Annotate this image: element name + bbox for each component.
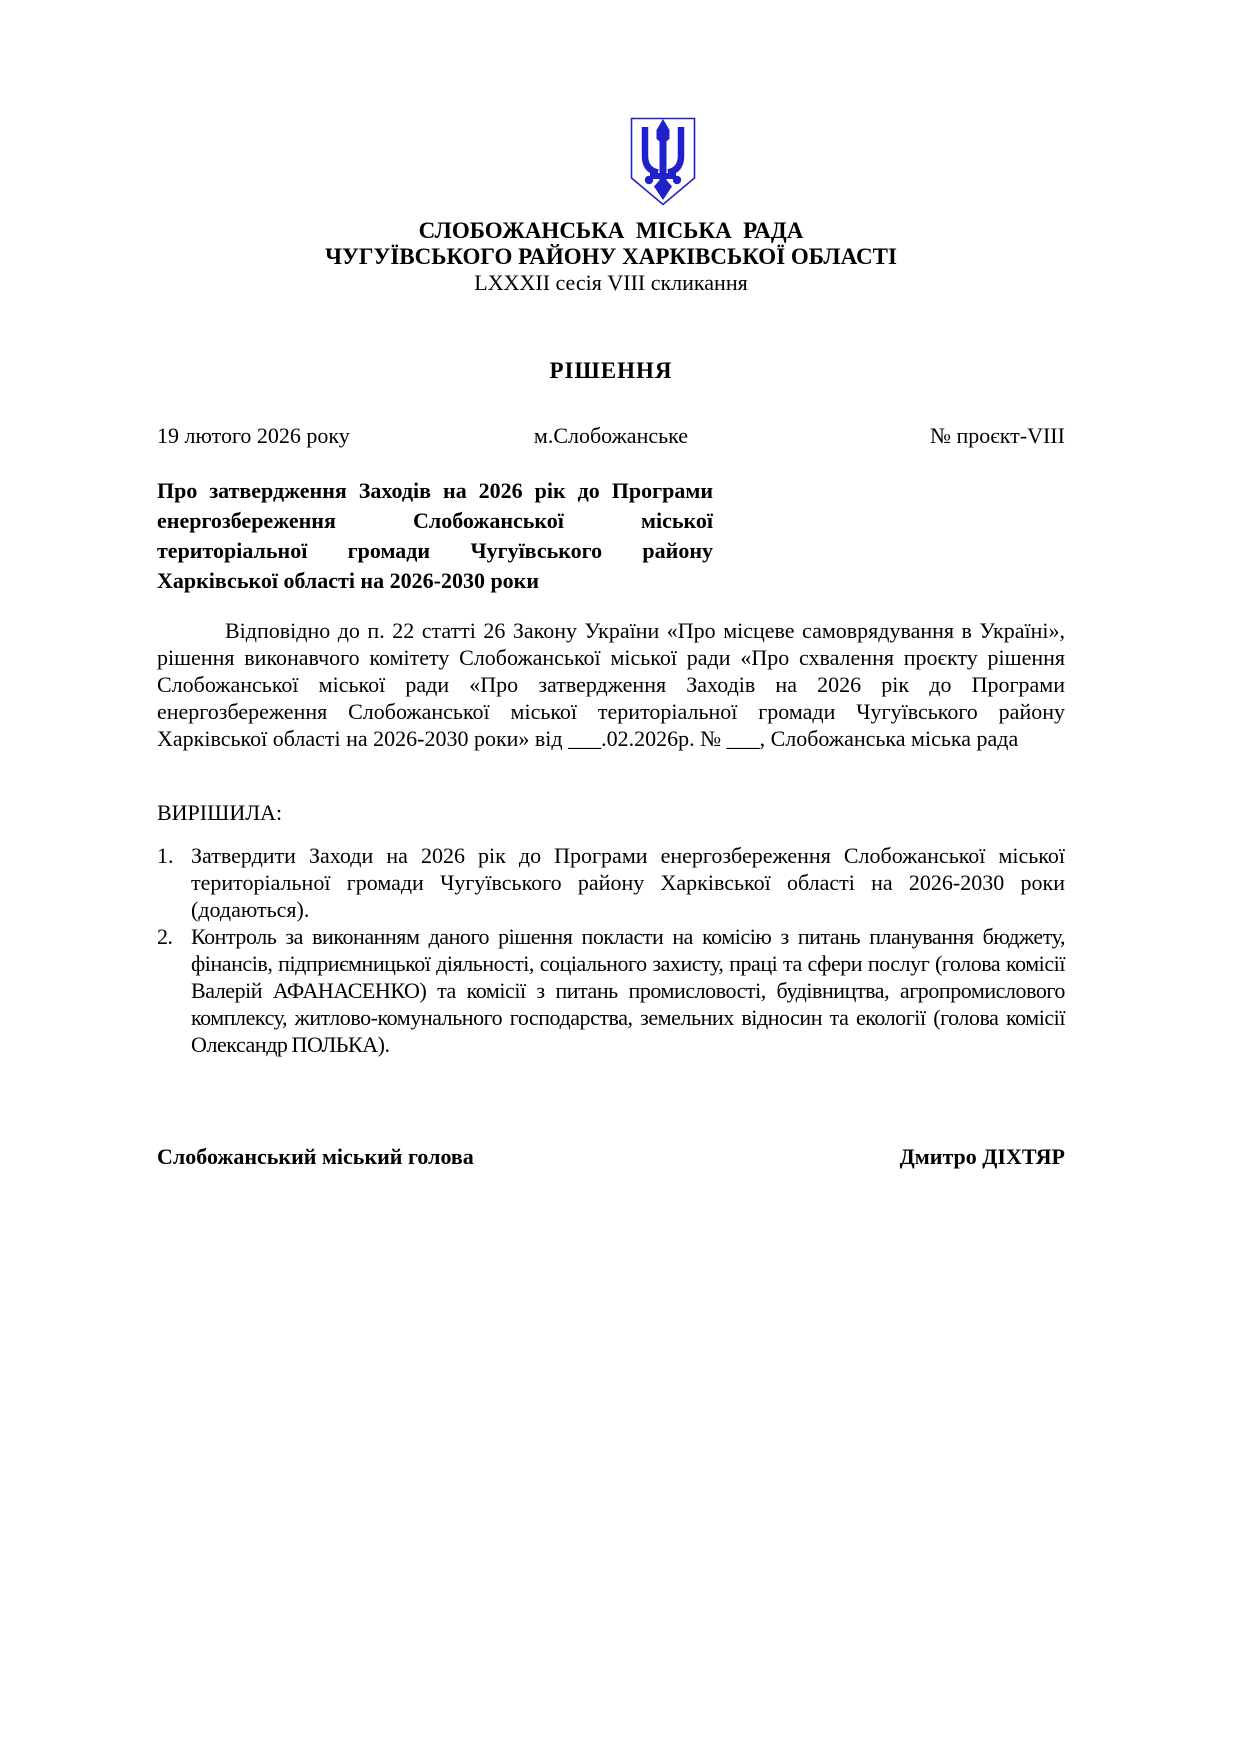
document-subject: Про затвердження Заходів на 2026 рік до Програми енергозбереження Слобожанської міської територіальної громади Чугуївського району Харківської області на 2026-2030 роки (157, 478, 713, 593)
ukraine-trident-icon (628, 116, 698, 208)
signature-row (157, 1144, 1065, 1170)
resolution-item-2 (157, 923, 1065, 1058)
signature-name: Дмитро ДІХТЯР (899, 1144, 1065, 1169)
resolution-item-1 (157, 842, 1065, 923)
resolved-label: ВИРІШИЛА: (157, 800, 283, 825)
resolution-items (157, 842, 1065, 1058)
document-number: № проєкт-VIII (930, 423, 1065, 448)
org-name-line2: ЧУГУЇВСЬКОГО РАЙОНУ ХАРКІВСЬКОЇ ОБЛАСТІ (325, 244, 897, 269)
item-text: Затвердити Заходи на 2026 рік до Програми енергозбереження Слобожанської міської територіальної громади Чугуївського району Харківської області на 2026-2030 роки (додаються). (191, 843, 1065, 922)
requisites-row (157, 423, 1065, 449)
document-type-title: РІШЕННЯ (549, 358, 673, 383)
item-number: 2. (157, 924, 173, 949)
org-name-line1: СЛОБОЖАНСЬКА МІСЬКА РАДА (418, 218, 804, 243)
session-line: LXXXII сесія VIII скликання (474, 270, 748, 295)
item-number: 1. (157, 843, 174, 868)
preamble-paragraph: Відповідно до п. 22 статті 26 Закону України «Про місцеве самоврядування в Україні», рішення виконавчого комітету Слобожанської міської ради «Про схвалення проєкту рішення Слобожанської міської ради «Про затвердження Заходів на 2026 рік до Програми енергозбереження Слобожанської міської територіальної громади Чугуївського району Харківської області на 2026-2030 роки» від ___.02.2026р. № ___, Слобожанська міська рада (157, 618, 1065, 751)
signature-title: Слобожанський міський голова (157, 1144, 474, 1169)
item-text: Контроль за виконанням даного рішення покласти на комісію з питань планування бюджету, фінансів, підприємницької діяльності, соціального захисту, праці та сфери послуг (голова комісії Валерій АФАНАСЕНКО) та комісії з питань промисловості, будівництва, агропромислового комплексу, житлово-комунального господарства, земельних відносин та екології (голова комісії Олександр ПОЛЬКА). (191, 924, 1065, 1057)
state-emblem (157, 0, 1065, 208)
document-date: 19 лютого 2026 року (157, 423, 350, 448)
document-place: м.Слобожанське (533, 423, 689, 448)
